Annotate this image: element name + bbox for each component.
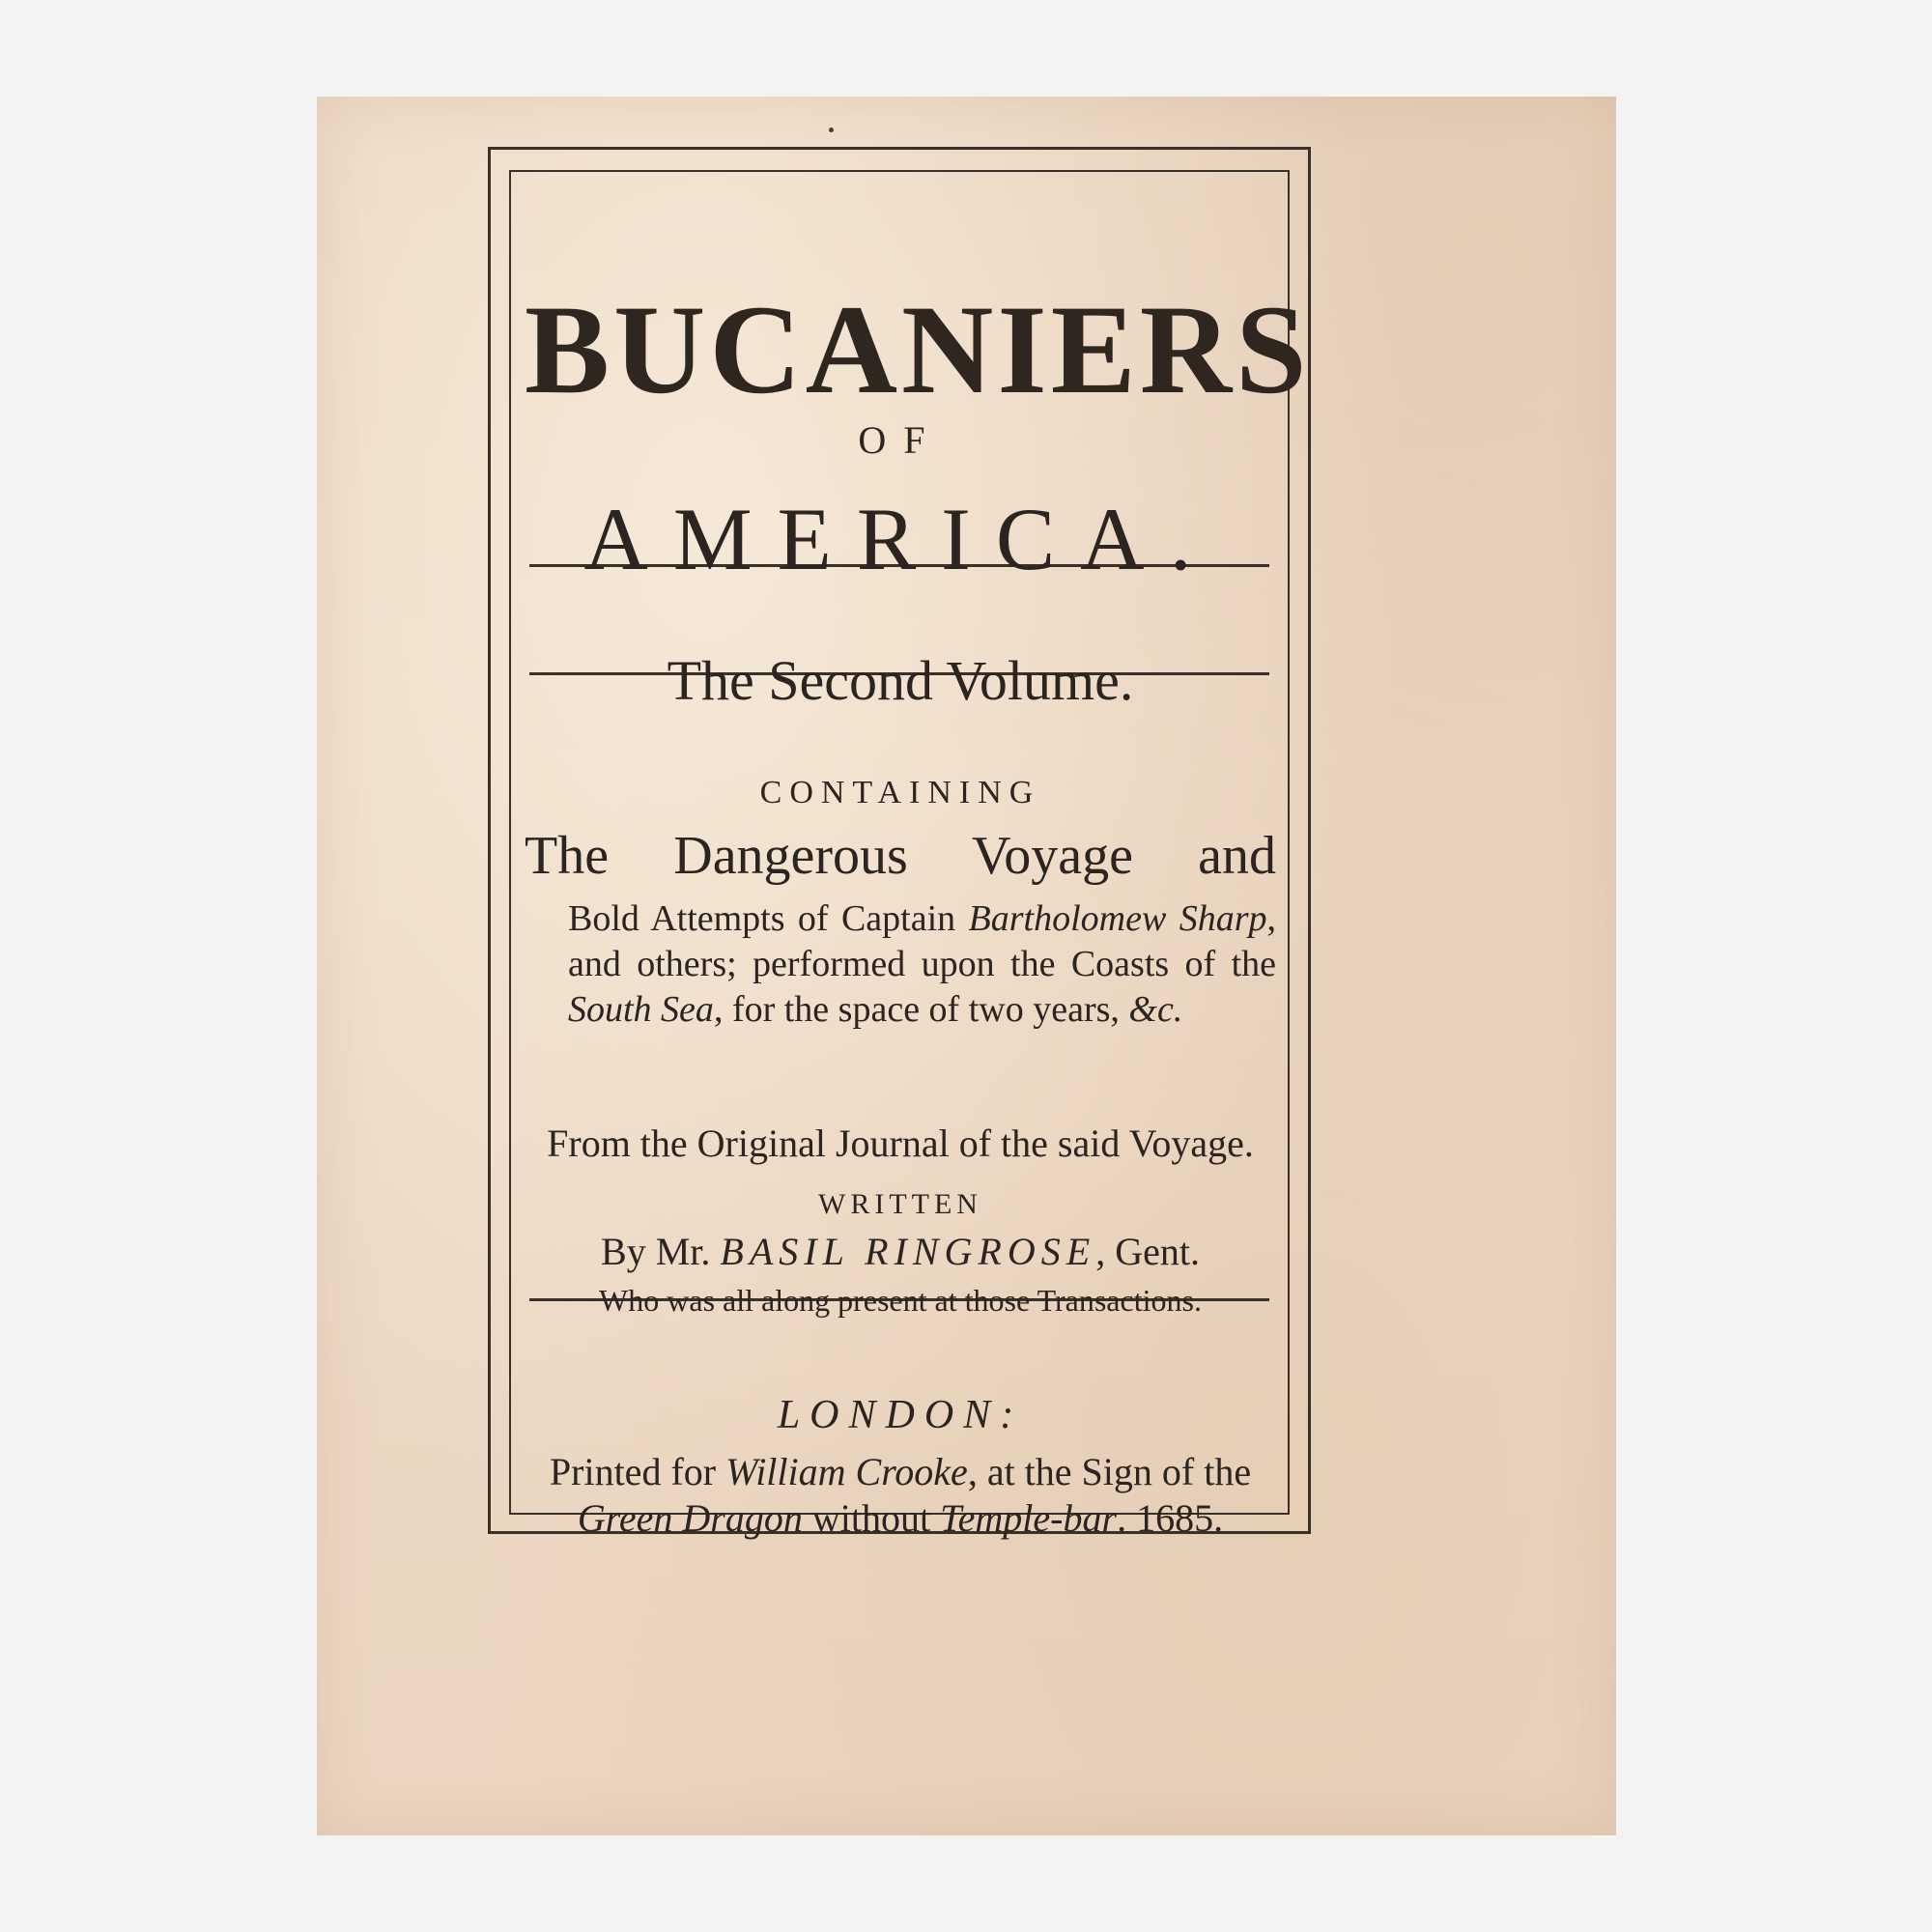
printed-text-1: Printed for <box>549 1450 726 1493</box>
source-line: From the Original Journal of the said Voyage. <box>547 1122 1254 1165</box>
title-page-content <box>525 170 1311 1540</box>
ink-speck <box>829 128 834 132</box>
sea-name: South Sea <box>568 989 714 1030</box>
desc-text-1: Bold Attempts of Captain <box>568 898 969 939</box>
volume-label: The Second Volume. <box>667 649 1134 712</box>
book-title: BUCANIERS <box>525 278 1311 420</box>
sign-name: Green Dragon <box>577 1496 803 1540</box>
title-america: AMERICA. <box>583 490 1217 588</box>
desc-text-2: , and others; performed upon the Coasts of the <box>568 898 1276 984</box>
title-of: OF <box>858 418 943 462</box>
witness-line: Who was all along present at those Transactions. <box>599 1283 1202 1318</box>
containing-heading: CONTAINING <box>759 775 1041 810</box>
description-paragraph <box>568 896 1276 1033</box>
captain-name: Bartholomew Sharp <box>968 898 1267 939</box>
imprint-city: LONDON: <box>777 1393 1024 1437</box>
printed-text-3: without <box>802 1496 941 1540</box>
author-name: BASIL RINGROSE <box>720 1230 1096 1273</box>
written-heading: WRITTEN <box>818 1188 982 1220</box>
temple-bar: Temple-bar <box>940 1496 1118 1540</box>
by-suffix: , Gent. <box>1095 1230 1200 1273</box>
voyage-heading: The Dangerous Voyage and <box>525 826 1276 886</box>
by-prefix: By Mr. <box>601 1230 721 1273</box>
publication-year: 1685. <box>1136 1496 1224 1540</box>
book-page <box>317 97 1616 1835</box>
desc-text-3: , for the space of two years, <box>713 989 1129 1030</box>
printed-text-4: . <box>1117 1496 1137 1540</box>
imprint-text <box>525 1449 1276 1542</box>
printer-name: William Crooke <box>725 1450 968 1493</box>
printed-text-2: , at the Sign of the <box>967 1450 1252 1493</box>
etc-mark: &c. <box>1128 989 1183 1030</box>
author-line <box>525 1230 1276 1273</box>
